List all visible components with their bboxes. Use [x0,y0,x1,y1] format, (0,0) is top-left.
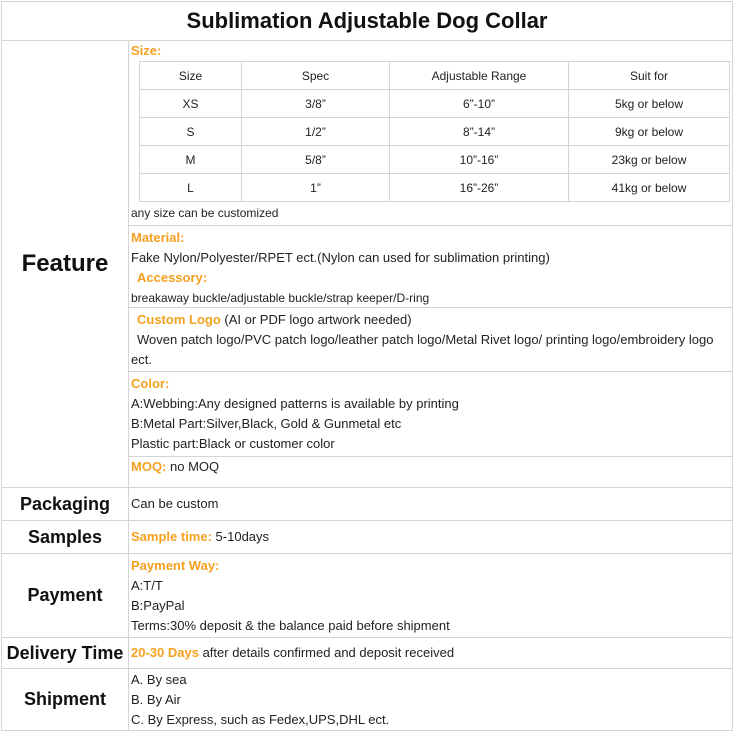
material-text: Fake Nylon/Polyester/RPET ect.(Nylon can used for sublimation printing) [131,250,550,265]
logo-text: Woven patch logo/PVC patch logo/leather patch logo/Metal Rivet logo/ printing logo/embroidery logo [137,332,714,347]
size-table-header-cell: Adjustable Range [390,62,569,90]
size-note: any size can be customized [131,206,279,220]
delivery-label: Delivery Time [2,638,129,669]
feature-content [129,41,733,488]
moq-heading: MOQ: [131,459,167,474]
size-cell: S [140,118,242,146]
range-cell: 6”-10” [390,90,569,118]
page-title: Sublimation Adjustable Dog Collar [2,2,733,41]
logo-section [129,308,732,372]
logo-text-end: ect. [131,352,152,367]
size-table-row [140,146,730,174]
size-cell: M [140,146,242,174]
payment-label: Payment [2,554,129,638]
material-section [129,226,732,308]
size-table-row [140,174,730,202]
size-table-header-cell: Size [140,62,242,90]
accessory-text: breakaway buckle/adjustable buckle/strap keeper/D-ring [131,291,430,305]
color-line: Plastic part:Black or customer color [131,436,335,451]
suit-cell: 9kg or below [569,118,730,146]
size-table-header-cell: Spec [242,62,390,90]
shipment-label: Shipment [2,669,129,731]
size-table-row [140,118,730,146]
size-cell: XS [140,90,242,118]
logo-note: (AI or PDF logo artwork needed) [224,312,412,327]
feature-label: Feature [2,41,129,488]
spec-cell: 1” [242,174,390,202]
size-cell: L [140,174,242,202]
payment-line: Terms:30% deposit & the balance paid before shipment [131,617,450,633]
payment-heading: Payment Way: [131,557,220,573]
suit-cell: 23kg or below [569,146,730,174]
accessory-heading: Accessory: [137,270,208,285]
range-cell: 10”-16” [390,146,569,174]
color-heading: Color: [131,376,170,391]
spec-cell: 5/8” [242,146,390,174]
shipment-line: A. By sea [131,671,187,687]
samples-label: Samples [2,521,129,554]
packaging-label: Packaging [2,488,129,521]
delivery-content [129,638,733,669]
size-section [129,41,732,226]
color-line: B:Metal Part:Silver,Black, Gold & Gunmetal etc [131,416,402,431]
sample-time-heading: Sample time: [131,529,212,544]
payment-line: B:PayPal [131,597,185,613]
moq-section [129,457,732,487]
size-table-row [140,90,730,118]
moq-text: no MOQ [170,459,220,474]
suit-cell: 41kg or below [569,174,730,202]
size-heading: Size: [131,43,162,58]
suit-cell: 5kg or below [569,90,730,118]
delivery-text: after details confirmed and deposit received [202,645,455,660]
shipment-line: C. By Express, such as Fedex,UPS,DHL ect. [131,711,390,727]
color-line: A:Webbing:Any designed patterns is available by printing [131,396,459,411]
spec-cell: 3/8” [242,90,390,118]
payment-line: A:T/T [131,577,163,593]
size-table-header [140,62,730,90]
range-cell: 8”-14” [390,118,569,146]
size-table-header-cell: Suit for [569,62,730,90]
size-table [139,61,730,202]
spec-cell: 1/2” [242,118,390,146]
sample-time-text: 5-10days [215,529,270,544]
shipment-line: B. By Air [131,691,181,707]
delivery-heading: 20-30 Days [131,645,199,660]
spec-table [1,1,733,731]
material-heading: Material: [131,230,185,245]
payment-content [129,554,733,638]
shipment-content [129,669,733,731]
range-cell: 16”-26” [390,174,569,202]
packaging-text: Can be custom [129,488,733,521]
color-section [129,372,732,457]
samples-content [129,521,733,554]
logo-heading: Custom Logo [137,312,221,327]
